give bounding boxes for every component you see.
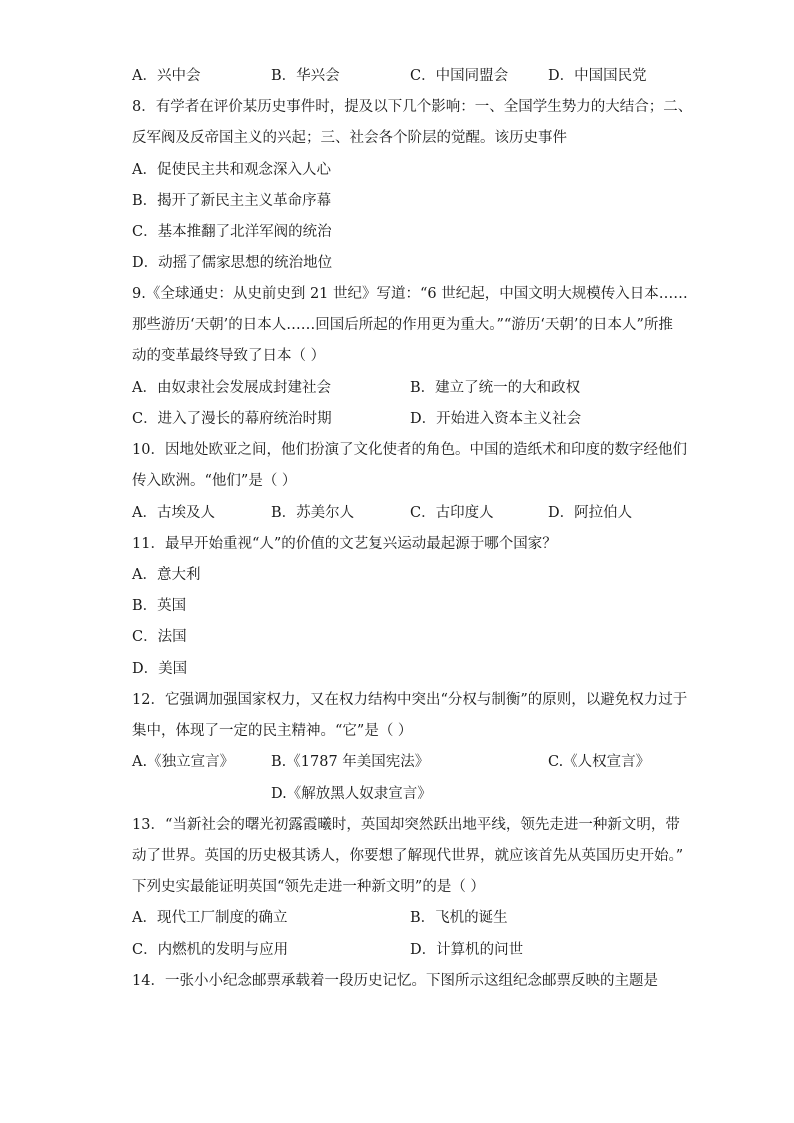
q9-option-a: A．由奴隶社会发展成封建社会	[132, 380, 331, 396]
q8-option-d: D．动摇了儒家思想的统治地位	[132, 255, 333, 271]
q13-stem-line-1: 13．“当新社会的曙光初露霞曦时，英国却突然跃出地平线，领先走进一种新文明，带	[132, 817, 680, 833]
q11-stem-line-1: 11．最早开始重视“人”的价值的文艺复兴运动最起源于哪个国家？	[132, 536, 557, 552]
q7-option-a: A．兴中会	[132, 68, 201, 84]
q13-stem-line-2: 动了世界。英国的历史极其诱人，你要想了解现代世界，就应该首先从英国历史开始。”	[132, 848, 684, 864]
q9-stem-line-3: 动的变革最终导致了日本（ ）	[132, 348, 326, 364]
q11-option-a: A．意大利	[132, 567, 201, 583]
q12-option-c: C.《人权宣言》	[548, 754, 651, 770]
q9-option-b: B．建立了统一的大和政权	[410, 380, 581, 396]
q8-option-a: A．促使民主共和观念深入人心	[132, 162, 331, 178]
q12-stem-line-1: 12．它强调加强国家权力，又在权力结构中突出“分权与制衡”的原则，以避免权力过于	[132, 692, 688, 708]
q10-option-b: B．苏美尔人	[271, 505, 355, 521]
q13-option-d: D．计算机的问世	[410, 942, 524, 958]
q13-stem-line-3: 下列史实最能证明英国“领先走进一种新文明”的是（ ）	[132, 879, 485, 895]
q11-option-b: B．英国	[132, 598, 187, 614]
q9-option-d: D．开始进入资本主义社会	[410, 411, 582, 427]
q13-option-a: A．现代工厂制度的确立	[132, 910, 288, 926]
q10-stem-line-1: 10．因地处欧亚之间，他们扮演了文化使者的角色。中国的造纸术和印度的数字经他们	[132, 442, 687, 458]
q9-option-c: C．进入了漫长的幕府统治时期	[132, 411, 332, 427]
q8-option-b: B．揭开了新民主主义革命序幕	[132, 193, 332, 209]
q7-option-d: D．中国国民党	[548, 68, 647, 84]
q7-option-c: C．中国同盟会	[410, 68, 509, 84]
q13-option-b: B．飞机的诞生	[410, 910, 508, 926]
q9-stem-line-1: 9.《全球通史：从史前史到 21 世纪》写道：“6 世纪起，中国文明大规模传入日本……	[132, 286, 688, 302]
q8-stem-line-1: 8．有学者在评价某历史事件时，提及以下几个影响：一、全国学生势力的大结合；二、	[132, 99, 693, 115]
q12-stem-line-2: 集中，体现了一定的民主精神。“它”是（ ）	[132, 723, 413, 739]
q12-option-d: D.《解放黑人奴隶宣言》	[271, 786, 432, 802]
q13-option-c: C．内燃机的发明与应用	[132, 942, 289, 958]
q14-stem-line-1: 14．一张小小纪念邮票承载着一段历史记忆。下图所示这组纪念邮票反映的主题是	[132, 973, 658, 989]
q12-option-a: A.《独立宣言》	[132, 754, 235, 770]
q10-option-d: D．阿拉伯人	[548, 505, 633, 521]
q8-option-c: C．基本推翻了北洋军阀的统治	[132, 224, 332, 240]
q11-option-d: D．美国	[132, 661, 188, 677]
q7-option-b: B．华兴会	[271, 68, 340, 84]
q11-option-c: C．法国	[132, 629, 187, 645]
q12-option-b: B.《1787 年美国宪法》	[271, 754, 430, 770]
q10-stem-line-2: 传入欧洲。“他们”是（ ）	[132, 473, 297, 489]
q10-option-c: C．古印度人	[410, 505, 494, 521]
q8-stem-line-2: 反军阀及反帝国主义的兴起；三、社会各个阶层的觉醒。该历史事件	[132, 130, 567, 146]
q10-option-a: A．古埃及人	[132, 505, 215, 521]
q9-stem-line-2: 那些游历‘天朝’的日本人……回国后所起的作用更为重大。”“游历‘天朝’的日本人”所推	[132, 317, 673, 333]
